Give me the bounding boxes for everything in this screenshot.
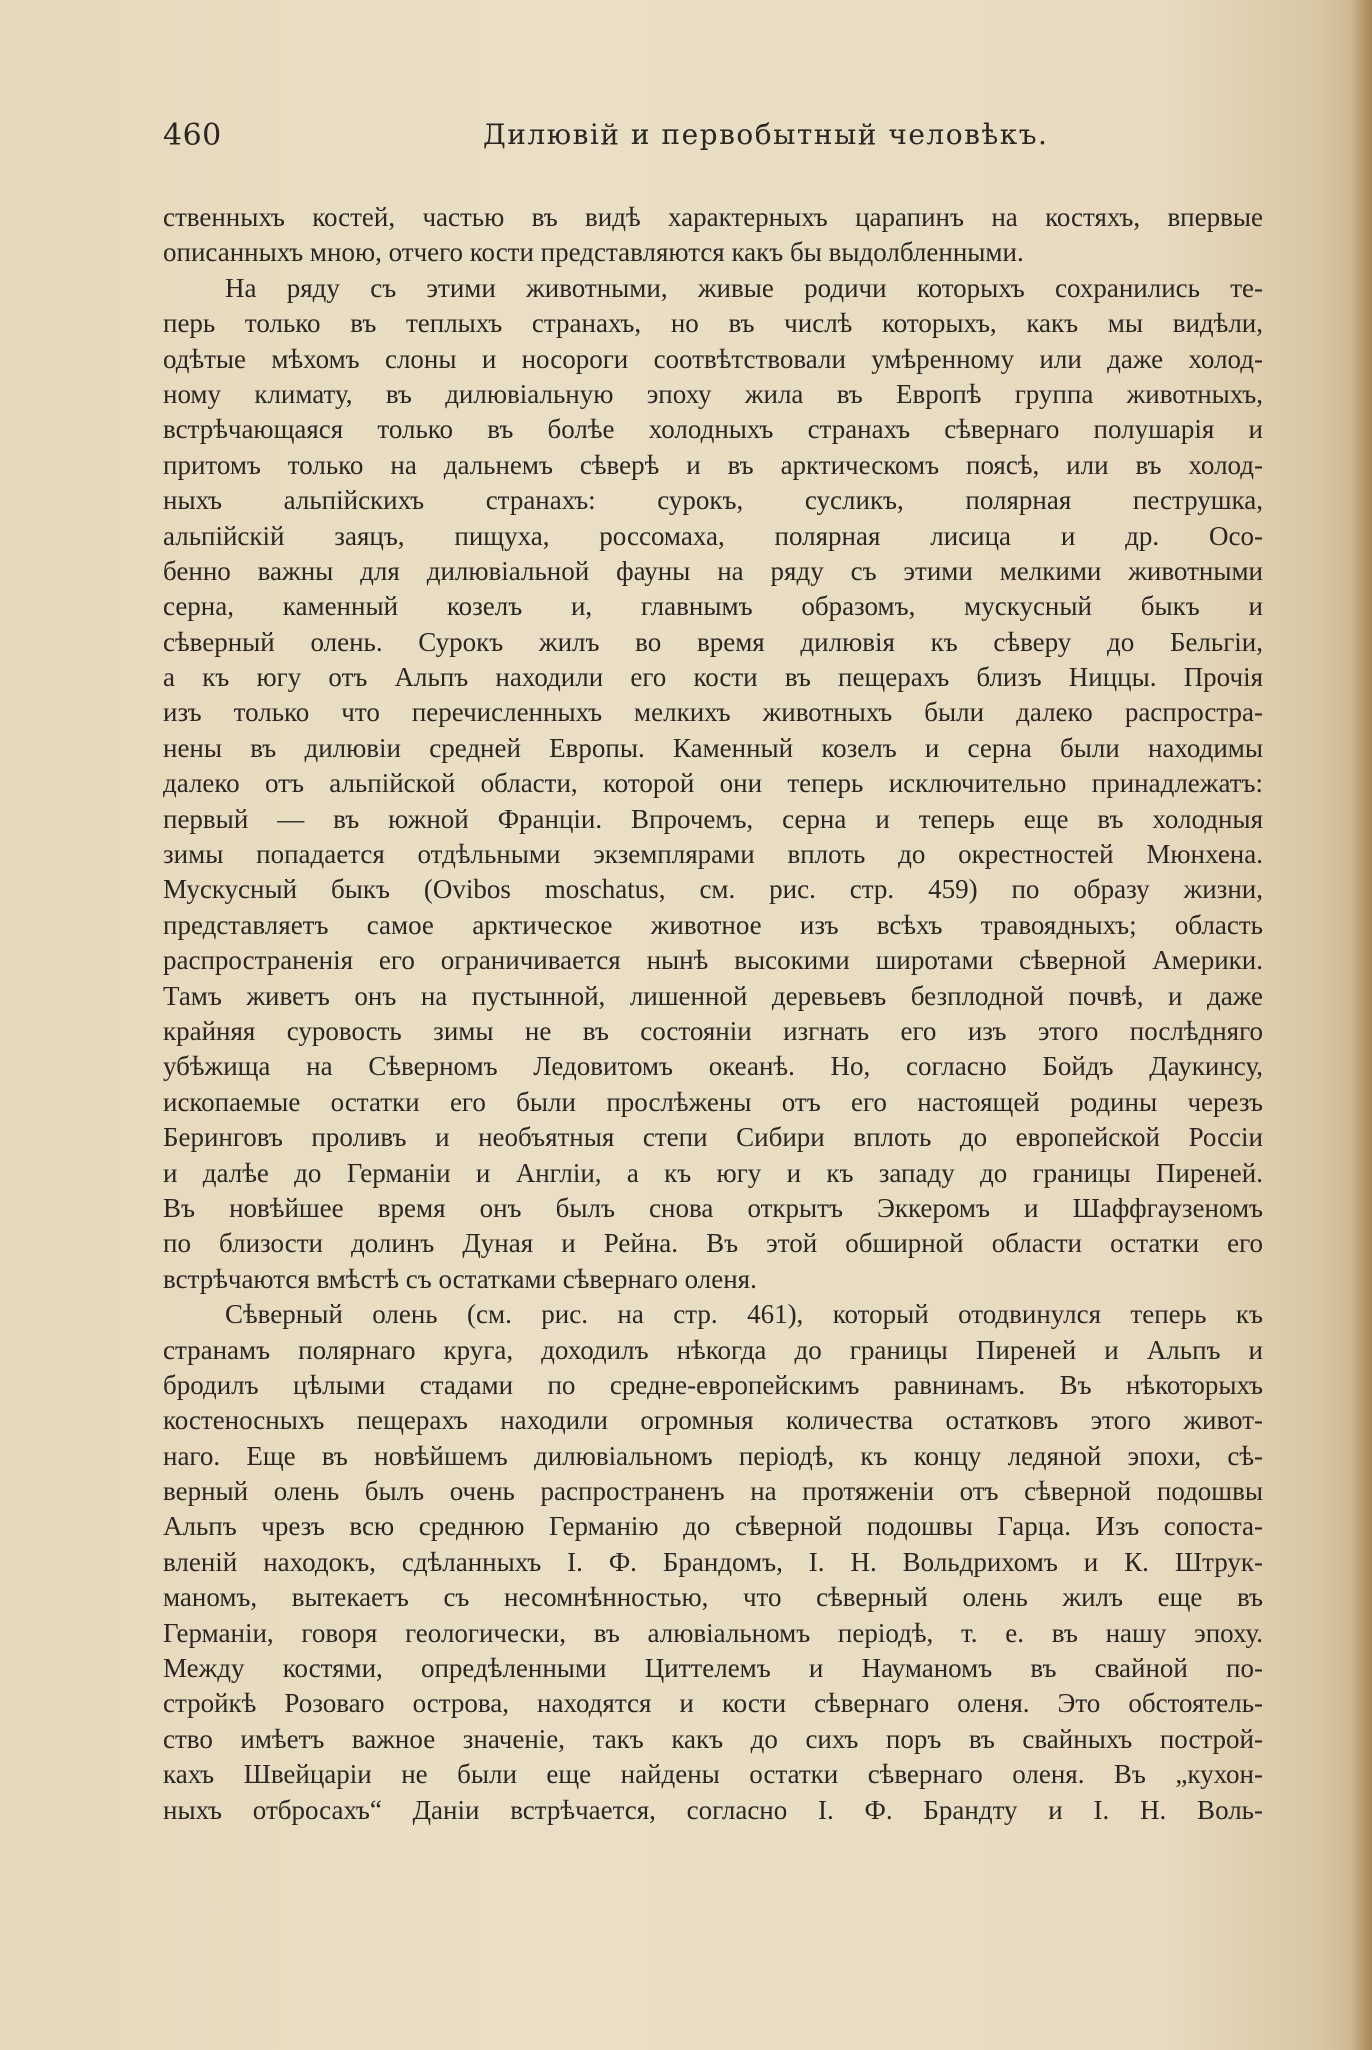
running-title: Дилювій и первобытный человѣкъ.: [483, 118, 1049, 151]
text-line: крайняя суровость зимы не въ состояніи изгнать его изъ этого послѣдняго: [163, 1015, 1263, 1046]
text-line: ство имѣетъ важное значеніе, такъ какъ до сихъ поръ въ свайныхъ построй-: [163, 1723, 1263, 1754]
text-line: Германіи, говоря геологически, въ алювіальномъ періодѣ, т. е. въ нашу эпоху.: [163, 1617, 1263, 1648]
text-line: кахъ Швейцаріи не были еще найдены остатки сѣвернаго оленя. Въ „кухон-: [163, 1759, 1263, 1790]
page-spine-shadow: [1350, 0, 1372, 2050]
text-line: распространенія его ограничивается нынѣ высокими широтами сѣверной Америки.: [163, 945, 1263, 976]
text-line: встрѣчаются вмѣстѣ съ остатками сѣвернаго оленя.: [163, 1263, 757, 1294]
page-number: 460: [163, 118, 222, 153]
text-line: альпійскій заяцъ, пищуха, россомаха, полярная лисица и др. Осо-: [163, 520, 1263, 551]
text-line: сѣверный олень. Сурокъ жилъ во время дилювія къ сѣверу до Бельгіи,: [163, 626, 1263, 657]
text-line: Мускусный быкъ (Ovibos moschatus, см. рис. стр. 459) по образу жизни,: [163, 874, 1263, 905]
text-line: встрѣчающаяся только въ болѣе холодныхъ странахъ сѣвернаго полушарія и: [163, 414, 1263, 445]
text-line: ственныхъ костей, частью въ видѣ характерныхъ царапинъ на костяхъ, впервые: [163, 202, 1263, 232]
text-line: представляетъ самое арктическое животное изъ всѣхъ травоядныхъ; область: [163, 909, 1263, 940]
text-line: перь только въ теплыхъ странахъ, но въ числѣ которыхъ, какъ мы видѣли,: [163, 308, 1263, 339]
text-line: бродилъ цѣлыми стадами по средне-европейскимъ равнинамъ. Въ нѣкоторыхъ: [163, 1369, 1263, 1400]
text-line: ному климату, въ дилювіальную эпоху жила въ Европѣ группа животныхъ,: [163, 378, 1263, 409]
text-line: наго. Еще въ новѣйшемъ дилювіальномъ періодѣ, къ концу ледяной эпохи, сѣ-: [163, 1440, 1263, 1471]
text-line: а къ югу отъ Альпъ находили его кости въ пещерахъ близъ Ниццы. Прочія: [163, 662, 1263, 693]
text-line: странамъ полярнаго круга, доходилъ нѣкогда до границы Пиреней и Альпъ и: [163, 1334, 1263, 1365]
text-line: серна, каменный козелъ и, главнымъ образомъ, мускусный быкъ и: [163, 591, 1263, 622]
text-line: На ряду съ этими животными, живые родичи которыхъ сохранились те-: [225, 272, 1263, 303]
text-line: Тамъ живетъ онъ на пустынной, лишенной деревьевъ безплодной почвѣ, и даже: [163, 980, 1263, 1011]
text-line: стройкѣ Розоваго острова, находятся и кости сѣвернаго оленя. Это обстоятель-: [163, 1688, 1263, 1719]
text-line: Альпъ чрезъ всю среднюю Германію до сѣверной подошвы Гарца. Изъ сопоста-: [163, 1511, 1263, 1542]
text-line: далеко отъ альпійской области, которой они теперь исключительно принадлежатъ:: [163, 768, 1263, 799]
text-line: костеносныхъ пещерахъ находили огромныя количества остатковъ этого живот-: [163, 1405, 1263, 1436]
body-text: [163, 200, 1263, 1828]
text-line: и далѣе до Германіи и Англіи, а къ югу и къ западу до границы Пиреней.: [163, 1157, 1263, 1188]
text-line: первый — въ южной Франціи. Впрочемъ, серна и теперь еще въ холодныя: [163, 803, 1263, 834]
text-line: ныхъ альпійскихъ странахъ: сурокъ, сусликъ, полярная пеструшка,: [163, 485, 1263, 516]
text-line: нены въ дилювіи средней Европы. Каменный козелъ и серна были находимы: [163, 732, 1263, 763]
text-line: бенно важны для дилювіальной фауны на ряду съ этими мелкими животными: [163, 555, 1263, 586]
text-line: убѣжища на Сѣверномъ Ледовитомъ океанѣ. Но, согласно Бойдъ Даукинсу,: [163, 1051, 1263, 1082]
text-line: Сѣверный олень (см. рис. на стр. 461), который отодвинулся теперь къ: [225, 1299, 1263, 1330]
text-line: ископаемые остатки его были прослѣжены отъ его настоящей родины черезъ: [163, 1086, 1263, 1117]
text-line: вленій находокъ, сдѣланныхъ І. Ф. Брандомъ, І. Н. Вольдрихомъ и К. Штрук-: [163, 1546, 1263, 1577]
text-line: ныхъ отбросахъ“ Даніи встрѣчается, согласно І. Ф. Брандту и І. Н. Воль-: [163, 1794, 1263, 1825]
text-line: Беринговъ проливъ и необъятныя степи Сибири вплоть до европейской Россіи: [163, 1122, 1263, 1153]
text-line: верный олень былъ очень распространенъ на протяженіи отъ сѣверной подошвы: [163, 1476, 1263, 1507]
text-line: Между костями, опредѣленными Циттелемъ и Науманомъ въ свайной по-: [163, 1653, 1263, 1684]
text-line: описанныхъ мною, отчего кости представляются какъ бы выдолбленными.: [163, 237, 1024, 268]
text-line: притомъ только на дальнемъ сѣверѣ и въ арктическомъ поясѣ, или въ холод-: [163, 449, 1263, 480]
text-line: Въ новѣйшее время онъ былъ снова открытъ Эккеромъ и Шаффгаузеномъ: [163, 1192, 1263, 1223]
text-line: зимы попадается отдѣльными экземплярами вплоть до окрестностей Мюнхена.: [163, 839, 1263, 870]
text-line: изъ только что перечисленныхъ мелкихъ животныхъ были далеко распростра-: [163, 697, 1263, 728]
text-line: одѣтые мѣхомъ слоны и носороги соотвѣтствовали умѣренному или даже холод-: [163, 343, 1263, 374]
text-line: по близости долинъ Дуная и Рейна. Въ этой обширной области остатки его: [163, 1228, 1263, 1259]
text-line: маномъ, вытекаетъ съ несомнѣнностью, что сѣверный олень жилъ еще въ: [163, 1582, 1263, 1613]
page-header: [163, 118, 1263, 158]
